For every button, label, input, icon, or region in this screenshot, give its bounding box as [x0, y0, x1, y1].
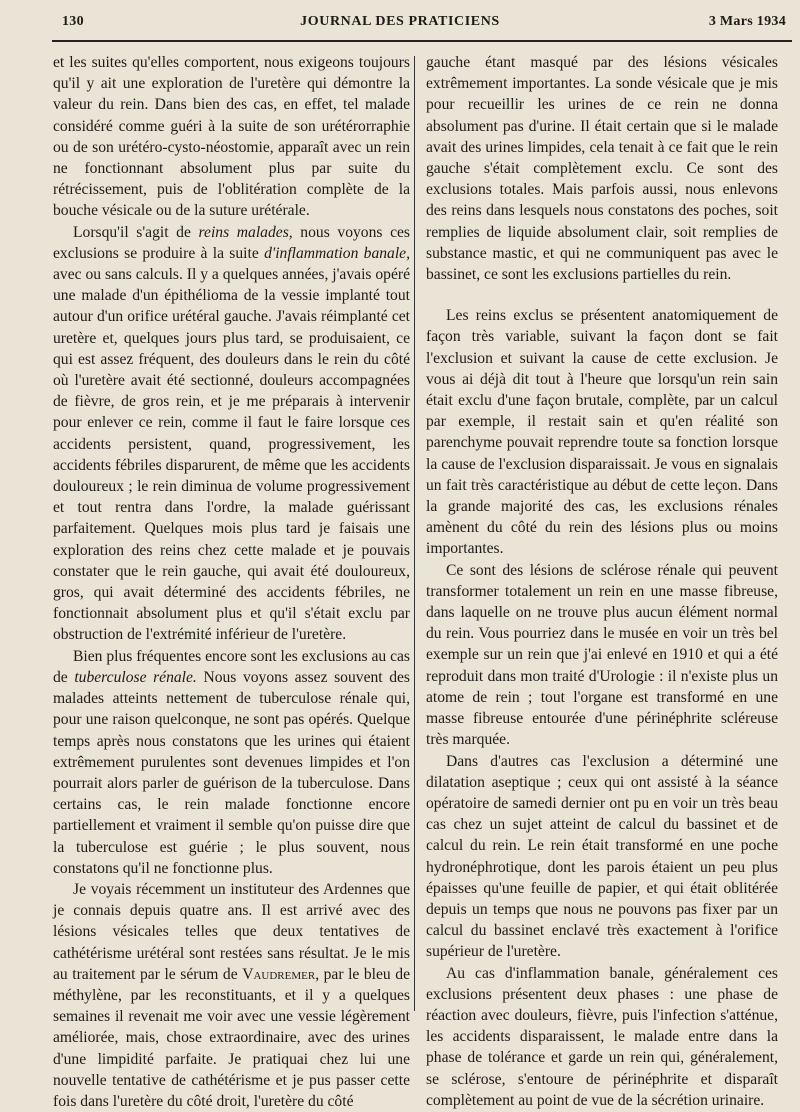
paragraph: Les reins exclus se présentent anatomiquement de façon très variable, suivant la façon dont se fait l'exclusion et suivant la cause de cette exclusion. Je vous ai déjà dit tout à l'heure que lorsqu'un rein sain était exclu d'une façon brutale, complète, par un calcul par exemple, il restait sain et qu'en réalité son parenchyme pouvait reprendre toute sa fonction lorsque la cause de l'exclusion disparaissait. Je vous en signalais un fait très caractéristique au début de cette leçon. Dans la grande majorité des cas, les exclusions rénales amènent du côté du rein des lésions plus ou moins importantes.: [426, 307, 778, 558]
text-run: Lorsqu'il s'agit de: [73, 223, 199, 241]
paragraph: [53, 646, 410, 879]
left-column: [53, 52, 410, 1112]
emphasis: reins malades,: [198, 223, 293, 241]
paragraph: [53, 222, 410, 646]
paragraph: [53, 879, 410, 1112]
issue-date: 3 Mars 1934: [708, 14, 786, 29]
column-divider: [414, 56, 415, 1011]
header-rule: [52, 40, 792, 42]
text-run: Bien plus fréquentes encore sont les exclusions au cas de: [53, 647, 410, 686]
text-run: Nous voyons assez souvent des malades atteints nettement de tuberculose rénale qui, pour une raison quelconque, ne sont pas opérés. Quelque temps après nous constatons que les urines qui étaient extrêmement purulentes sont devenues limpides et l'on pourrait alors parler de guérison de la tuberculose. Dans certains cas, le rein malade fonctionne encore partiellement et vraiment il semble qu'on puisse dire que la tuberculose est guérie ; le plus souvent, nous constatons qu'il ne fonctionne plus.: [53, 668, 411, 877]
text-run: avec ou sans calculs. Il y a quelques années, j'avais opéré une malade d'un épithélioma de la vessie implanté tout autour d'un orifice urétéral gauche. J'avais réimplanté cet uretère et, quelques jours plus tard, se produisaient, ce qui est assez fréquent, des douleurs dans le rein du côté où l'uretère avait été sectionné, douleurs accompagnées de fièvre, de gros rein, et je me préparais à intervenir pour enlever ce rein, comme il faut le faire lorsque ces accidents persistent, quand, progressivement, les accidents fébriles disparurent, de même que les accidents douloureux ; le rein diminua de volume progressivement et tout rentra dans l'ordre, la malade guérissant parfaitement. Quelques mois plus tard je faisais une exploration des reins chez cette malade et je pouvais constater que le rein gauche, qui avait été douloureux, gros, qui avait déterminé des accidents fébriles, ne fonctionnait absolument plus et qu'il s'était exclu par obstruction de l'extrémité inférieur de l'uretère.: [53, 266, 410, 644]
emphasis: tuberculose rénale.: [74, 668, 197, 686]
author-name: Vaudremer: [242, 965, 316, 983]
right-column: [426, 52, 778, 1111]
text-run: Je voyais récemment un instituteur des Ardennes que je connais depuis quatre ans. Il est arrivé avec des lésions vésicales telles que deux tentatives de cathétérisme urétéral sont restées sans résultat. Je le mis au traitement par le sérum de: [53, 880, 410, 983]
page-number: 130: [62, 14, 84, 29]
emphasis: d'inflammation banale,: [264, 244, 410, 262]
journal-title: JOURNAL DES PRATICIENS: [300, 14, 500, 29]
paragraph: Au cas d'inflammation banale, généralement ces exclusions présentent deux phases : une phase de réaction avec douleurs, fièvre, puis l'infection s'atténue, les accidents disparaissent, le malade entre dans la phase de tolérance et garde un rein qui, généralement, se sclérose, s'entoure de périnéphrite et disparaît complètement au point de vue de la sécrétion urinaire.: [426, 964, 778, 1109]
text-run: , par le bleu de méthylène, par les reconstituants, et il y a quelques semaines il revenait me voir avec une vessie légèrement améliorée, mais, chose extraordinaire, avec des urines d'une limpidité parfaite. Je pratiquai chez lui une nouvelle tentative de cathétérisme et je pus passer cette fois dans l'uretère du côté droit, l'uretère du côté: [53, 965, 410, 1110]
paragraph: Dans d'autres cas l'exclusion a déterminé une dilatation aseptique ; ceux qui ont assisté à la séance opératoire de samedi dernier ont pu en voir un très beau cas chez un sujet atteint de calcul du bassinet et de calcul du rein. Le rein était transformé en une poche hydronéphrotique, dont les parois étaient un peu plus épaisses qu'une feuille de papier, et qui était oblitérée depuis un temps que nous ne pouvons pas fixer par un calcul du bassinet enclavé très exactement à l'orifice supérieur de l'uretère.: [426, 752, 778, 961]
paragraph: gauche étant masqué par des lésions vésicales extrêmement importantes. La sonde vésicale que je mis pour recueillir les urines de ce rein ne donna absolument pas d'urine. Il était certain que si le malade avait des urines limpides, cela tenait à ce fait que le rein gauche s'était complètement exclu. Ce sont des exclusions totales. Mais parfois aussi, nous enlevons des reins dans lesquels nous constatons des poches, soit remplies de liquide absolument clair, soit remplies de substance mastic, et qui ne communiquent pas avec le bassinet, ce sont les exclusions partielles du rein.: [426, 54, 778, 284]
text-run: nous voyons ces exclusions se produire à la suite: [53, 223, 410, 262]
paragraph: et les suites qu'elles comportent, nous exigeons toujours qu'il y ait une exploration de l'uretère qui démontre la valeur du rein. Dans bien des cas, en effet, tel malade considéré comme guéri à la suite de son urétérorraphie ou de son urétéro-cysto-néostomie, apparaît avec un rein ne fonctionnant absolument plus par suite du rétrécissement, puis de l'oblitération complète de la bouche vésicale ou de la suture urétérale.: [53, 54, 410, 220]
paragraph: Ce sont des lésions de sclérose rénale qui peuvent transformer totalement un rein en une masse fibreuse, dans laquelle on ne trouve plus aucun élément normal du rein. Vous pourriez dans le musée en voir un très bel exemple sur un rein que j'ai enlevé en 1910 et qui a été reproduit dans mon traité d'Urologie : il n'existe plus un atome de rein ; tout l'organe est transformé en une masse fibreuse entourée d'une périnéphrite scléreuse très marquée.: [426, 561, 778, 749]
